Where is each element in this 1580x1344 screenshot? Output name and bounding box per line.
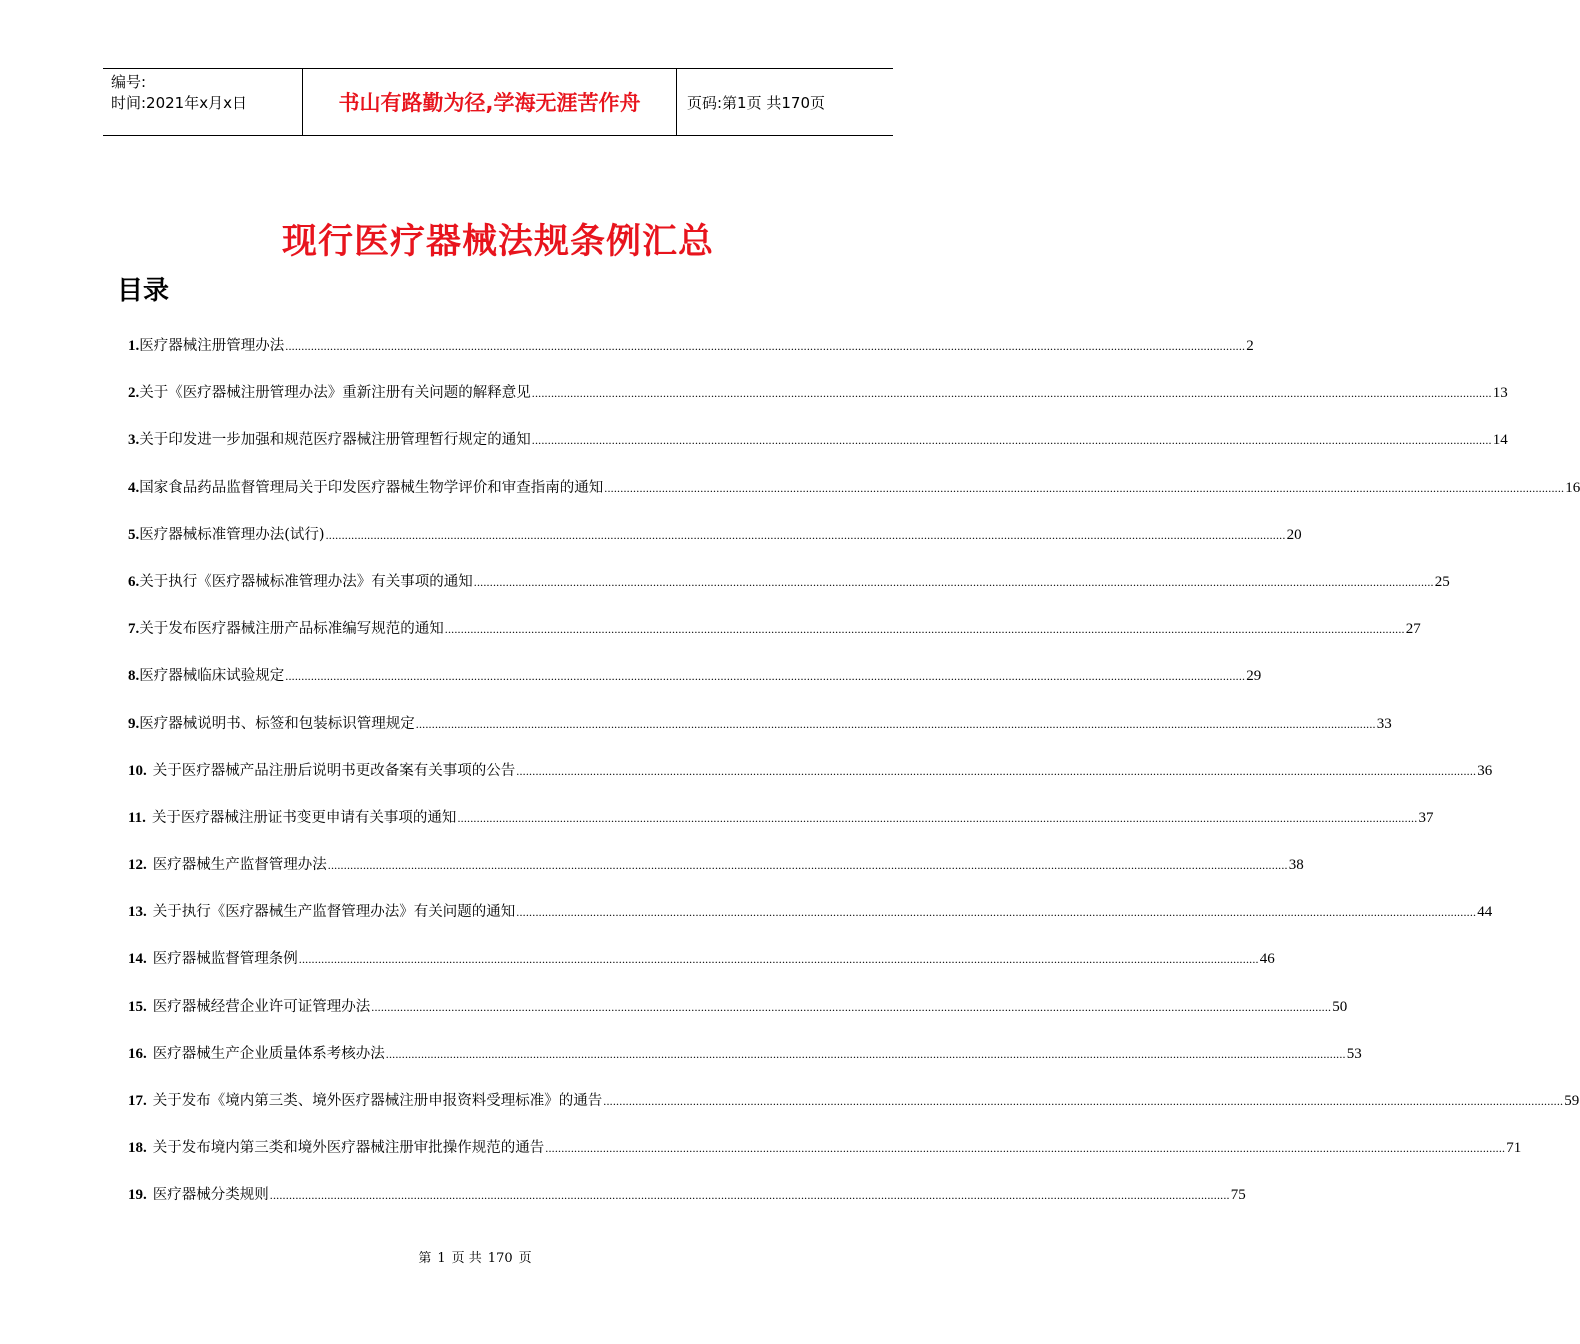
toc-entry[interactable]	[128, 947, 1275, 994]
toc-leader-dots: ............................................................................................................................................................................................................................................................................................................	[545, 1141, 1506, 1156]
toc-entry-page: 2	[1246, 338, 1254, 354]
toc-entry-page: 59	[1564, 1093, 1580, 1109]
toc-entry-title: 关于执行《医疗器械标准管理办法》有关事项的通知	[139, 573, 473, 590]
toc-leader-dots: ............................................................................................................................................................................................................................................................................................................	[327, 858, 1288, 873]
toc-entry[interactable]	[128, 900, 1493, 947]
toc-entry-page: 38	[1288, 857, 1304, 874]
toc-entry[interactable]	[128, 428, 1508, 475]
table-of-contents	[128, 334, 1580, 1231]
toc-entry-number: 7.	[128, 621, 140, 638]
toc-entry-page: 75	[1230, 1187, 1246, 1204]
toc-entry-title: 医疗器械分类规则	[152, 1187, 269, 1204]
toc-entry-number: 6.	[128, 573, 140, 590]
toc-entry-number: 9.	[128, 715, 140, 732]
toc-entry-number: 14.	[128, 951, 147, 968]
toc-entry[interactable]	[128, 1089, 1580, 1136]
header-motto: 书山有路勤为径,学海无涯苦作舟	[303, 69, 677, 135]
toc-entry-page: 20	[1286, 526, 1302, 543]
toc-leader-dots: ............................................................................................................................................................................................................................................................................................................	[285, 669, 1246, 684]
toc-entry-page: 44	[1477, 904, 1493, 921]
document-title: 现行医疗器械法规条例汇总	[281, 222, 714, 262]
toc-leader-dots: ............................................................................................................................................................................................................................................................................................................	[473, 574, 1434, 589]
toc-leader-dots: ............................................................................................................................................................................................................................................................................................................	[285, 339, 1246, 353]
footer-current-page: 1	[437, 1251, 446, 1266]
toc-entry-page: 46	[1259, 951, 1275, 968]
toc-entry[interactable]	[128, 664, 1262, 711]
toc-entry-page: 29	[1246, 668, 1262, 685]
toc-entry[interactable]	[128, 712, 1392, 759]
toc-entry-title: 医疗器械临床试验规定	[139, 668, 285, 685]
toc-leader-dots: ............................................................................................................................................................................................................................................................................................................	[325, 527, 1286, 542]
toc-entry-title: 医疗器械监督管理条例	[152, 951, 298, 968]
toc-entry-page: 36	[1477, 762, 1493, 779]
toc-entry-title: 关于医疗器械注册证书变更申请有关事项的通知	[151, 809, 457, 826]
toc-entry-number: 16.	[128, 1045, 147, 1062]
toc-leader-dots: ............................................................................................................................................................................................................................................................................................................	[457, 810, 1418, 825]
toc-leader-dots: ............................................................................................................................................................................................................................................................................................................	[415, 716, 1376, 731]
toc-entry-number: 2.	[128, 385, 140, 402]
toc-entry[interactable]	[128, 1136, 1522, 1183]
toc-leader-dots: ............................................................................................................................................................................................................................................................................................................	[603, 1094, 1564, 1108]
toc-entry-title: 关于发布境内第三类和境外医疗器械注册审批操作规范的通告	[152, 1140, 545, 1157]
toc-entry-title: 医疗器械生产监督管理办法	[152, 857, 327, 874]
toc-entry-number: 5.	[128, 526, 140, 543]
toc-entry-number: 3.	[128, 432, 140, 449]
toc-entry-number: 1.	[128, 338, 140, 354]
toc-entry-title: 关于执行《医疗器械生产监督管理办法》有关问题的通知	[152, 904, 516, 921]
toc-entry-number: 17.	[128, 1093, 147, 1109]
toc-entry-page: 27	[1405, 621, 1421, 638]
toc-entry-title: 医疗器械注册管理办法	[139, 338, 285, 354]
toc-entry[interactable]	[128, 476, 1580, 523]
toc-entry[interactable]	[128, 759, 1493, 806]
toc-entry[interactable]	[128, 381, 1508, 428]
toc-entry-page: 37	[1418, 809, 1434, 826]
footer-total-pages: 170	[487, 1251, 513, 1266]
toc-entry[interactable]	[128, 523, 1302, 570]
toc-entry[interactable]	[128, 334, 1254, 381]
toc-entry[interactable]	[128, 1042, 1362, 1089]
toc-leader-dots: ............................................................................................................................................................................................................................................................................................................	[531, 433, 1492, 448]
toc-entry-number: 13.	[128, 904, 147, 921]
number-label: 编号:	[111, 73, 147, 91]
header-meta	[103, 69, 303, 135]
toc-leader-dots: ............................................................................................................................................................................................................................................................................................................	[604, 480, 1565, 495]
toc-entry-title: 医疗器械经营企业许可证管理办法	[152, 998, 371, 1015]
toc-entry-title: 医疗器械生产企业质量体系考核办法	[152, 1045, 385, 1062]
toc-entry-title: 关于医疗器械产品注册后说明书更改备案有关事项的公告	[152, 762, 516, 779]
toc-entry-number: 8.	[128, 668, 140, 685]
toc-entry-title: 关于发布《境内第三类、境外医疗器械注册申报资料受理标准》的通告	[152, 1093, 603, 1109]
toc-entry-page: 13	[1492, 385, 1508, 402]
toc-entry[interactable]	[128, 570, 1450, 617]
toc-leader-dots: ............................................................................................................................................................................................................................................................................................................	[531, 386, 1492, 401]
page-header	[103, 68, 893, 136]
toc-leader-dots: ............................................................................................................................................................................................................................................................................................................	[371, 999, 1332, 1014]
toc-entry-page: 50	[1332, 998, 1348, 1015]
toc-entry-number: 12.	[128, 857, 147, 874]
toc-entry[interactable]	[128, 617, 1421, 664]
time-label: 时间:2021年x月x日	[111, 94, 247, 112]
toc-heading: 目录	[117, 276, 170, 306]
header-page-info: 页码:第1页 共170页	[687, 93, 825, 112]
toc-entry-title: 医疗器械标准管理办法(试行)	[139, 526, 325, 543]
toc-entry-title: 医疗器械说明书、标签和包装标识管理规定	[139, 715, 415, 732]
toc-entry-number: 10.	[128, 762, 147, 779]
toc-entry[interactable]	[128, 995, 1348, 1042]
toc-entry-page: 14	[1492, 432, 1508, 449]
footer-prefix: 第	[418, 1251, 432, 1266]
toc-entry-number: 19.	[128, 1187, 147, 1204]
toc-entry-title: 国家食品药品监督管理局关于印发医疗器械生物学评价和审查指南的通知	[139, 479, 604, 496]
toc-entry-title: 关于印发进一步加强和规范医疗器械注册管理暂行规定的通知	[139, 432, 531, 449]
toc-entry-page: 33	[1376, 715, 1392, 732]
toc-entry-number: 18.	[128, 1140, 147, 1157]
toc-entry[interactable]	[128, 806, 1434, 853]
toc-entry-number: 11.	[128, 809, 146, 826]
toc-entry-page: 25	[1434, 573, 1450, 590]
toc-leader-dots: ............................................................................................................................................................................................................................................................................................................	[444, 622, 1405, 637]
toc-entry-page: 16	[1565, 479, 1580, 496]
toc-entry-number: 15.	[128, 998, 147, 1015]
toc-leader-dots: ............................................................................................................................................................................................................................................................................................................	[298, 952, 1259, 967]
toc-entry-title: 关于发布医疗器械注册产品标准编写规范的通知	[139, 621, 444, 638]
toc-leader-dots: ............................................................................................................................................................................................................................................................................................................	[269, 1188, 1230, 1203]
toc-entry[interactable]	[128, 853, 1304, 900]
toc-entry-title: 关于《医疗器械注册管理办法》重新注册有关问题的解释意见	[139, 385, 531, 402]
footer-mid: 页 共	[451, 1251, 482, 1266]
footer-suffix: 页	[518, 1251, 532, 1266]
toc-entry-page: 53	[1346, 1045, 1362, 1062]
toc-leader-dots: ............................................................................................................................................................................................................................................................................................................	[385, 1046, 1346, 1061]
toc-leader-dots: ............................................................................................................................................................................................................................................................................................................	[516, 763, 1477, 778]
toc-leader-dots: ............................................................................................................................................................................................................................................................................................................	[516, 905, 1477, 920]
page-footer	[0, 1247, 950, 1266]
toc-entry-number: 4.	[128, 479, 140, 496]
toc-entry[interactable]	[128, 1183, 1246, 1230]
toc-entry-page: 71	[1506, 1140, 1522, 1157]
